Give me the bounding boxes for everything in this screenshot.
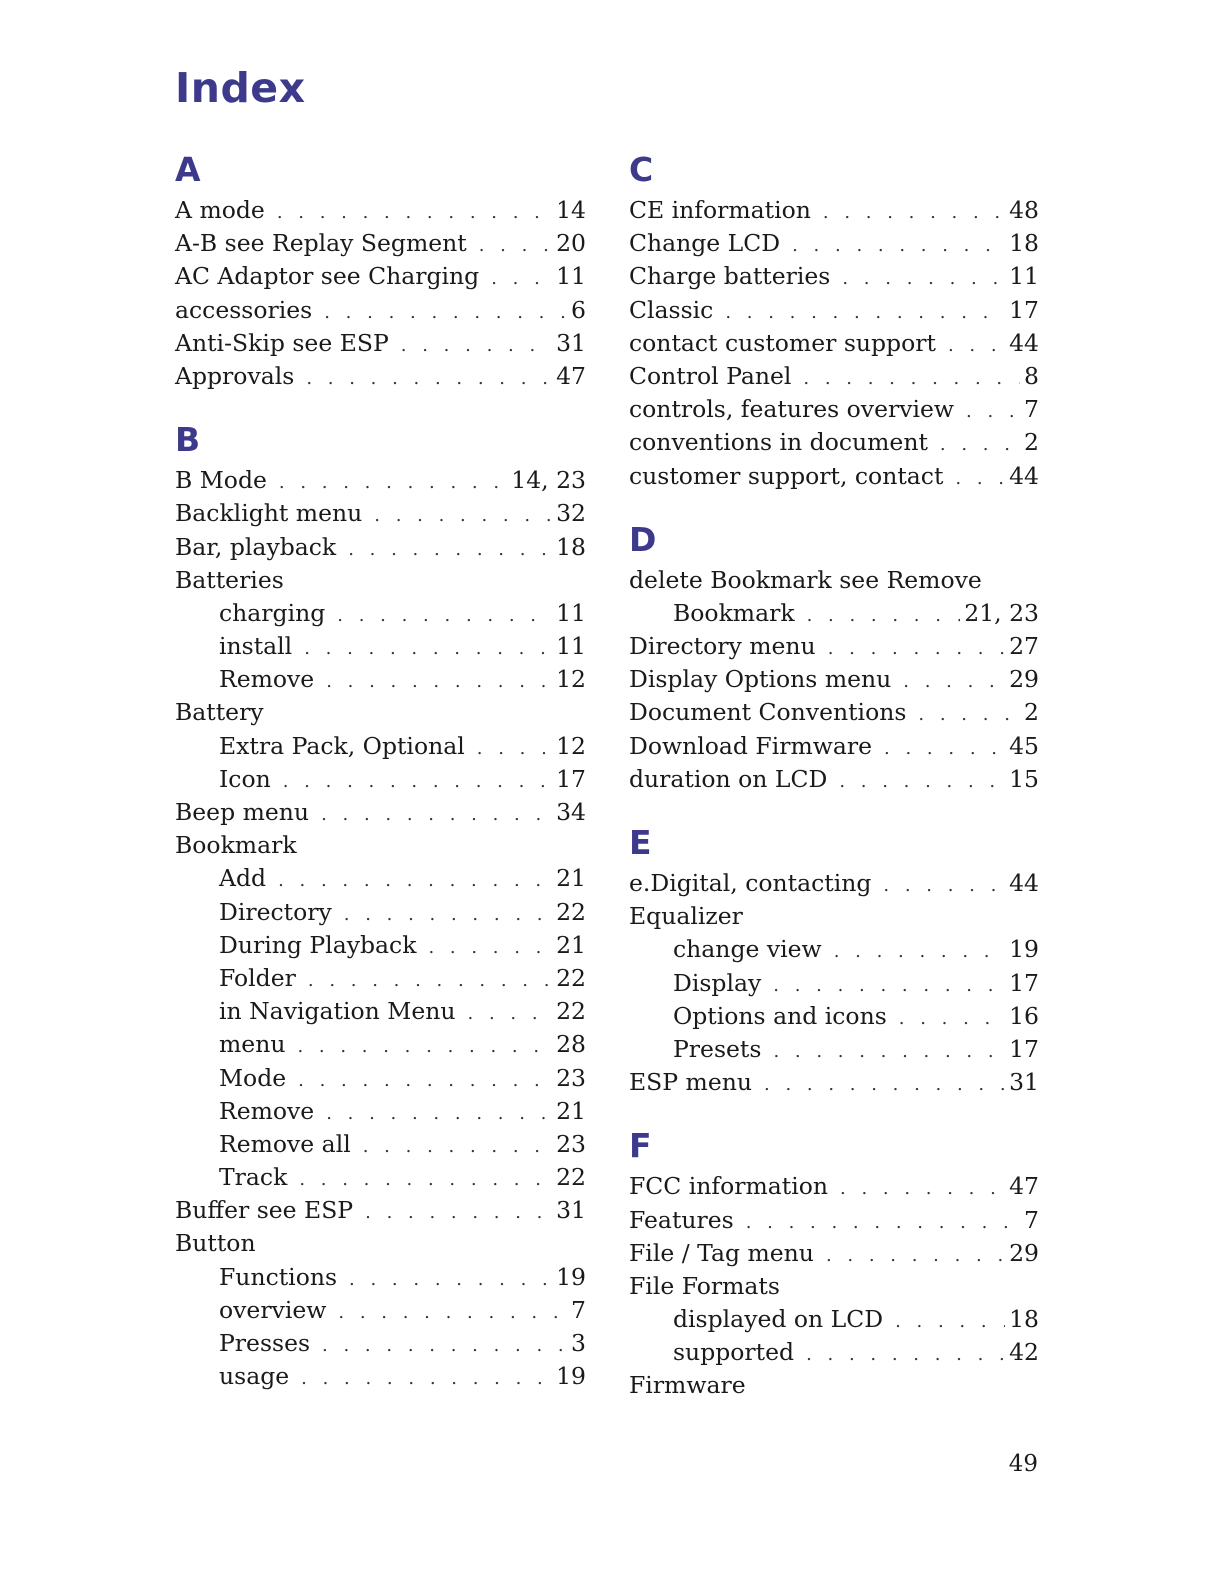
index-subentry xyxy=(629,1033,1039,1066)
entry-page-number: 11 xyxy=(556,598,586,627)
dot-leader xyxy=(326,1097,552,1130)
section-letter: C xyxy=(629,150,654,189)
dot-leader xyxy=(479,229,552,262)
entry-text: Display xyxy=(673,968,762,997)
entry-page-number: 11 xyxy=(556,262,586,291)
index-entry xyxy=(629,227,1039,260)
index-entry xyxy=(175,327,586,360)
entry-text: change view xyxy=(673,935,822,964)
dot-leader xyxy=(883,869,1005,902)
dot-leader xyxy=(365,1196,552,1229)
index-subentry xyxy=(175,1294,586,1327)
entry-text: duration on LCD xyxy=(629,764,828,793)
index-section xyxy=(629,520,1039,796)
entry-text: FCC information xyxy=(629,1172,829,1201)
entry-text: Track xyxy=(219,1163,288,1192)
entry-text: accessories xyxy=(175,295,313,324)
index-subentry xyxy=(175,1028,586,1061)
entry-text: charging xyxy=(219,598,326,627)
index-entry xyxy=(629,696,1039,729)
index-subentry xyxy=(175,1062,586,1095)
entry-text: Directory xyxy=(219,897,332,926)
entry-text: Icon xyxy=(219,764,271,793)
dot-leader xyxy=(842,262,1005,295)
index-entry xyxy=(175,1194,586,1227)
index-entry xyxy=(629,564,1039,597)
dot-leader xyxy=(349,1263,552,1296)
index-subentry xyxy=(629,1303,1039,1336)
index-entry xyxy=(629,194,1039,227)
entry-text: Buffer see ESP xyxy=(175,1196,354,1225)
entry-page-number: 21, 23 xyxy=(964,598,1039,627)
entry-text: B Mode xyxy=(175,466,267,495)
dot-leader xyxy=(363,1130,552,1163)
dot-leader xyxy=(725,296,1005,329)
dot-leader xyxy=(374,499,552,532)
dot-leader xyxy=(304,632,552,665)
entry-text: Folder xyxy=(219,963,296,992)
dot-leader xyxy=(278,864,552,897)
entry-text: usage xyxy=(219,1362,290,1391)
entry-text: File / Tag menu xyxy=(629,1238,814,1267)
index-entry xyxy=(175,227,586,260)
index-subentry xyxy=(175,1360,586,1393)
entry-page-number: 18 xyxy=(1009,229,1039,258)
index-section xyxy=(175,150,586,393)
entry-text: Backlight menu xyxy=(175,499,363,528)
entry-page-number: 19 xyxy=(556,1262,586,1291)
dot-leader xyxy=(895,1305,1005,1338)
dot-leader xyxy=(948,329,1005,362)
index-entry xyxy=(175,1227,586,1260)
index-entry xyxy=(629,260,1039,293)
entry-page-number: 17 xyxy=(1009,295,1039,324)
dot-leader xyxy=(764,1068,1005,1101)
page-title: Index xyxy=(175,64,306,112)
entry-page-number: 21 xyxy=(556,864,586,893)
dot-leader xyxy=(324,296,567,329)
dot-leader xyxy=(823,196,1005,229)
index-entry xyxy=(629,1369,1039,1402)
index-subentry xyxy=(629,967,1039,1000)
entry-text: Button xyxy=(175,1229,256,1258)
section-letter: E xyxy=(629,823,652,862)
entry-text: delete Bookmark see Remove xyxy=(629,565,982,594)
index-section xyxy=(629,823,1039,1099)
dot-leader xyxy=(884,732,1005,765)
entry-text: Add xyxy=(219,864,267,893)
dot-leader xyxy=(308,964,552,997)
index-entry xyxy=(175,796,586,829)
section-letter: F xyxy=(629,1126,652,1166)
entry-text: install xyxy=(219,632,293,661)
index-subentry xyxy=(175,1161,586,1194)
index-entry xyxy=(175,497,586,530)
dot-leader xyxy=(277,196,552,229)
index-entry xyxy=(629,663,1039,696)
dot-leader xyxy=(806,1338,1005,1371)
index-subentry xyxy=(175,896,586,929)
entry-text: Bookmark xyxy=(175,831,297,860)
entry-page-number: 17 xyxy=(1009,968,1039,997)
entry-page-number: 45 xyxy=(1009,731,1039,760)
entry-page-number: 29 xyxy=(1009,1238,1039,1267)
entry-text: During Playback xyxy=(219,930,417,959)
dot-leader xyxy=(828,632,1005,665)
dot-leader xyxy=(348,533,552,566)
index-entry xyxy=(629,763,1039,796)
entry-page-number: 3 xyxy=(571,1329,586,1357)
entry-text: CE information xyxy=(629,196,811,224)
entry-text: AC Adaptor see Charging xyxy=(175,262,480,291)
entry-page-number: 22 xyxy=(556,1163,586,1192)
index-entry xyxy=(175,531,586,564)
entry-text: Control Panel xyxy=(629,361,792,390)
dot-leader xyxy=(840,1172,1005,1205)
entry-text: Presses xyxy=(219,1329,311,1357)
dot-leader xyxy=(283,765,552,798)
entry-text: Presets xyxy=(673,1034,762,1063)
index-entry xyxy=(629,730,1039,763)
index-entry xyxy=(629,393,1039,426)
index-entry xyxy=(629,327,1039,360)
dot-leader xyxy=(899,1002,1005,1035)
entry-page-number: 47 xyxy=(556,361,586,390)
entry-text: Remove xyxy=(219,1096,315,1125)
entry-page-number: 17 xyxy=(1009,1034,1039,1063)
entry-text: conventions in document xyxy=(629,428,928,457)
index-subentry xyxy=(175,630,586,663)
dot-leader xyxy=(299,1163,552,1196)
entry-text: ESP menu xyxy=(629,1068,752,1097)
dot-leader xyxy=(297,1030,552,1063)
dot-leader xyxy=(746,1206,1020,1239)
entry-page-number: 23 xyxy=(556,1129,586,1158)
index-subentry xyxy=(175,995,586,1028)
index-entry xyxy=(629,867,1039,900)
entry-text: supported xyxy=(673,1338,795,1367)
index-subentry xyxy=(629,933,1039,966)
entry-page-number: 21 xyxy=(556,930,586,959)
index-entry xyxy=(629,630,1039,663)
entry-text: Equalizer xyxy=(629,902,743,931)
index-subentry xyxy=(175,1128,586,1161)
index-entry xyxy=(629,460,1039,493)
dot-leader xyxy=(306,362,552,395)
entry-text: in Navigation Menu xyxy=(219,997,456,1026)
entry-text: Change LCD xyxy=(629,229,781,258)
entry-page-number: 28 xyxy=(556,1030,586,1059)
entry-page-number: 11 xyxy=(1009,262,1039,291)
entry-page-number: 44 xyxy=(1009,328,1039,357)
index-entry xyxy=(629,360,1039,393)
entry-text: Mode xyxy=(219,1063,287,1092)
entry-page-number: 19 xyxy=(556,1362,586,1391)
entry-page-number: 27 xyxy=(1009,632,1039,661)
dot-leader xyxy=(803,362,1020,395)
index-entry xyxy=(175,360,586,393)
entry-text: Options and icons xyxy=(673,1001,887,1030)
index-subentry xyxy=(175,929,586,962)
section-letter: D xyxy=(629,519,657,559)
entry-text: Battery xyxy=(175,698,264,727)
index-entry xyxy=(629,426,1039,459)
entry-page-number: 19 xyxy=(1009,935,1039,964)
dot-leader xyxy=(477,732,552,765)
entry-page-number: 47 xyxy=(1009,1172,1039,1201)
entry-page-number: 15 xyxy=(1009,764,1039,793)
entry-text: customer support, contact xyxy=(629,461,944,490)
entry-page-number: 16 xyxy=(1009,1001,1039,1030)
index-section xyxy=(629,150,1039,493)
entry-text: Document Conventions xyxy=(629,698,907,727)
entry-text: Bar, playback xyxy=(175,532,337,561)
index-entry xyxy=(175,294,586,327)
dot-leader xyxy=(326,665,552,698)
entry-text: Firmware xyxy=(629,1371,746,1400)
entry-text: Batteries xyxy=(175,565,284,594)
entry-page-number: 34 xyxy=(556,798,586,826)
entry-text: Directory menu xyxy=(629,632,816,661)
index-entry xyxy=(175,696,586,729)
entry-page-number: 11 xyxy=(556,632,586,661)
entry-page-number: 44 xyxy=(1009,461,1039,490)
index-entry xyxy=(629,1270,1039,1303)
entry-text: A mode xyxy=(175,196,265,224)
dot-leader xyxy=(839,765,1005,798)
dot-leader xyxy=(826,1239,1005,1272)
entry-text: Classic xyxy=(629,295,714,324)
dot-leader xyxy=(773,1035,1005,1068)
index-subentry xyxy=(175,1327,586,1360)
index-entry xyxy=(629,294,1039,327)
entry-page-number: 44 xyxy=(1009,869,1039,897)
dot-leader xyxy=(279,466,507,499)
dot-leader xyxy=(428,931,552,964)
entry-page-number: 32 xyxy=(556,499,586,528)
dot-leader xyxy=(792,229,1005,262)
entry-text: Beep menu xyxy=(175,798,310,826)
entry-page-number: 8 xyxy=(1024,361,1039,390)
dot-leader xyxy=(468,997,553,1030)
section-letter: A xyxy=(175,150,201,189)
entry-page-number: 31 xyxy=(556,328,586,357)
entry-text: Features xyxy=(629,1205,734,1234)
index-column-right xyxy=(629,150,1039,1430)
entry-text: Display Options menu xyxy=(629,665,892,694)
entry-page-number: 2 xyxy=(1024,698,1039,727)
dot-leader xyxy=(918,698,1020,731)
entry-page-number: 2 xyxy=(1024,428,1039,457)
entry-text: Approvals xyxy=(175,361,295,390)
entry-page-number: 29 xyxy=(1009,665,1039,694)
entry-page-number: 7 xyxy=(1024,395,1039,424)
entry-text: e.Digital, contacting xyxy=(629,869,872,897)
dot-leader xyxy=(834,935,1005,968)
entry-page-number: 14 xyxy=(556,196,586,224)
index-subentry xyxy=(175,663,586,696)
entry-text: overview xyxy=(219,1295,327,1324)
entry-page-number: 6 xyxy=(571,295,586,324)
dot-leader xyxy=(338,1296,567,1329)
index-entry xyxy=(175,194,586,227)
entry-page-number: 20 xyxy=(556,229,586,258)
entry-text: Anti-Skip see ESP xyxy=(175,328,389,357)
index-section xyxy=(175,420,586,1393)
entry-text: Remove all xyxy=(219,1129,351,1158)
dot-leader xyxy=(401,329,552,362)
index-subentry xyxy=(175,730,586,763)
entry-page-number: 17 xyxy=(556,764,586,793)
index-entry xyxy=(175,564,586,597)
dot-leader xyxy=(344,898,552,931)
entry-page-number: 31 xyxy=(556,1196,586,1225)
dot-leader xyxy=(491,262,552,295)
index-column-left xyxy=(175,150,586,1420)
index-subentry xyxy=(175,597,586,630)
entry-page-number: 22 xyxy=(556,963,586,992)
entry-page-number: 22 xyxy=(556,997,586,1026)
entry-page-number: 7 xyxy=(1024,1205,1039,1234)
entry-text: controls, features overview xyxy=(629,395,955,424)
dot-leader xyxy=(298,1064,552,1097)
entry-text: Extra Pack, Optional xyxy=(219,731,465,760)
index-subentry xyxy=(175,1261,586,1294)
entry-page-number: 14, 23 xyxy=(511,466,586,495)
entry-page-number: 48 xyxy=(1009,196,1039,224)
entry-page-number: 18 xyxy=(556,532,586,561)
entry-page-number: 21 xyxy=(556,1096,586,1125)
entry-text: menu xyxy=(219,1030,286,1059)
entry-page-number: 18 xyxy=(1009,1305,1039,1334)
dot-leader xyxy=(773,969,1005,1002)
entry-text: Functions xyxy=(219,1262,338,1291)
index-subentry xyxy=(175,763,586,796)
index-entry xyxy=(629,1066,1039,1099)
entry-page-number: 31 xyxy=(1009,1068,1039,1097)
section-letter: B xyxy=(175,420,201,460)
index-section xyxy=(629,1126,1039,1402)
entry-text: Bookmark xyxy=(673,598,795,627)
index-entry xyxy=(175,464,586,497)
entry-page-number: 12 xyxy=(556,731,586,760)
entry-text: File Formats xyxy=(629,1271,780,1300)
index-subentry xyxy=(175,962,586,995)
index-entry xyxy=(629,1237,1039,1270)
entry-page-number: 7 xyxy=(571,1295,586,1324)
index-entry xyxy=(629,900,1039,933)
index-subentry xyxy=(629,597,1039,630)
index-entry xyxy=(629,1170,1039,1203)
dot-leader xyxy=(301,1362,552,1395)
dot-leader xyxy=(903,665,1005,698)
entry-page-number: 23 xyxy=(556,1063,586,1092)
entry-text: Remove xyxy=(219,665,315,694)
dot-leader xyxy=(337,599,552,632)
entry-page-number: 22 xyxy=(556,897,586,926)
page-number: 49 xyxy=(1008,1451,1038,1477)
dot-leader xyxy=(322,1329,567,1362)
entry-text: displayed on LCD xyxy=(673,1305,884,1334)
index-entry xyxy=(629,1204,1039,1237)
index-subentry xyxy=(175,1095,586,1128)
index-subentry xyxy=(175,862,586,895)
entry-text: contact customer support xyxy=(629,328,936,357)
index-entry xyxy=(175,260,586,293)
entry-page-number: 12 xyxy=(556,665,586,694)
dot-leader xyxy=(940,428,1020,461)
entry-text: A-B see Replay Segment xyxy=(175,229,467,258)
dot-leader xyxy=(955,462,1005,495)
index-entry xyxy=(175,829,586,862)
entry-page-number: 42 xyxy=(1009,1338,1039,1367)
entry-text: Charge batteries xyxy=(629,262,831,291)
index-subentry xyxy=(629,1000,1039,1033)
dot-leader xyxy=(321,798,552,831)
dot-leader xyxy=(807,599,961,632)
dot-leader xyxy=(966,395,1020,428)
entry-text: Download Firmware xyxy=(629,731,873,760)
index-subentry xyxy=(629,1336,1039,1369)
